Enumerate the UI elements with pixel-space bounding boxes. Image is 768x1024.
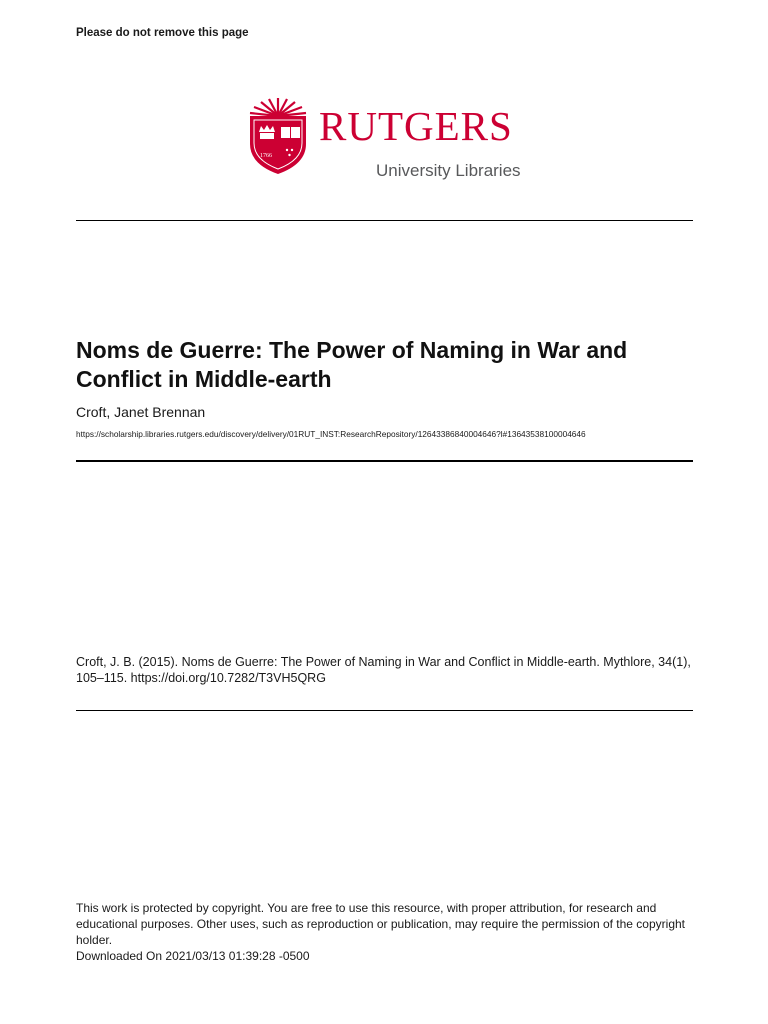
citation-text: Croft, J. B. (2015). Noms de Guerre: The Power of Naming in War and Conflict in Middle-earth. Mythlore, 34(1), 105–115. https://doi.org/10.7282/T3VH5QRG <box>76 655 691 685</box>
shield-icon <box>247 96 309 176</box>
copyright-text: This work is protected by copyright. You are free to use this resource, with proper attribution, for research and educational purposes. Other uses, such as reproduction or publication, may require the permission of the copyright holder. <box>76 901 685 947</box>
document-title: Noms de Guerre: The Power of Naming in War and Conflict in Middle-earth <box>76 337 628 392</box>
logo-subtitle: University Libraries <box>376 161 521 180</box>
divider-mid <box>76 460 693 462</box>
document-author: Croft, Janet Brennan <box>76 404 206 420</box>
rutgers-logo <box>247 96 527 186</box>
download-timestamp: Downloaded On 2021/03/13 01:39:28 -0500 <box>76 949 310 963</box>
logo-wordmark: RUTGERS <box>319 103 513 149</box>
repository-url[interactable]: https://scholarship.libraries.rutgers.edu/discovery/delivery/01RUT_INST:ResearchRepository/12643386840004646?l#13643538100004646 <box>76 429 586 439</box>
page-notice: Please do not remove this page <box>76 27 249 39</box>
divider-top <box>76 220 693 221</box>
copyright-footer <box>76 900 696 964</box>
divider-citation <box>76 710 693 711</box>
shield-year: 1766 <box>260 153 272 159</box>
